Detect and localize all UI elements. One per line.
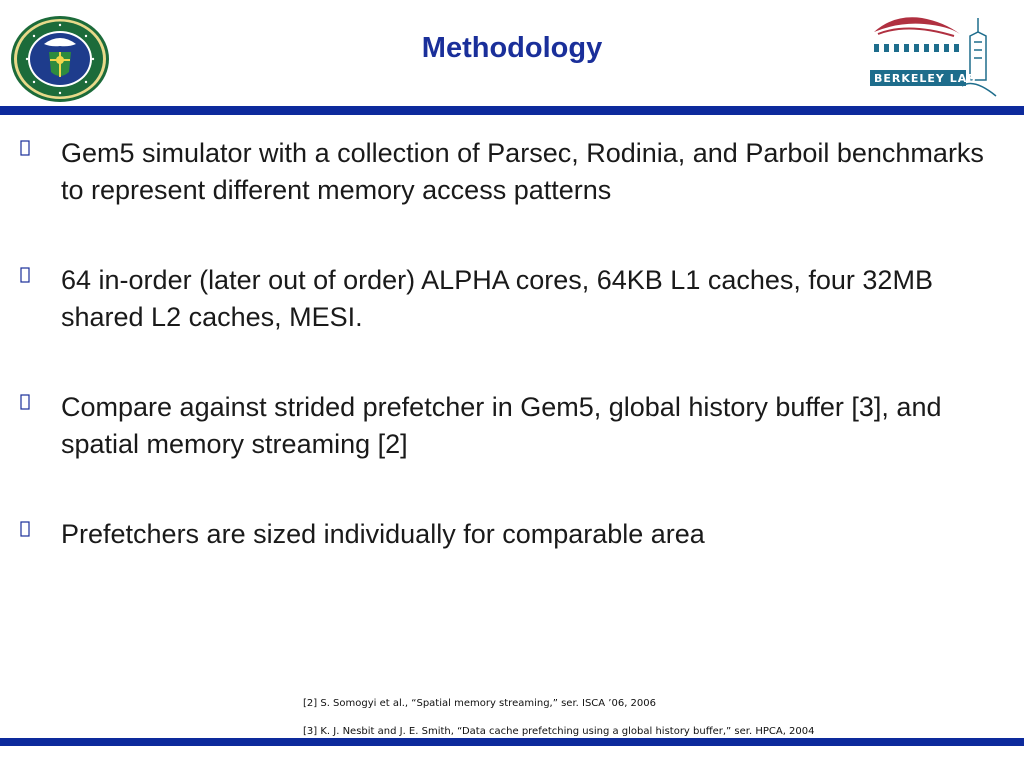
bullet-marker-icon xyxy=(20,394,31,411)
footer-divider-bar xyxy=(0,738,1024,746)
bullet-marker-icon xyxy=(20,521,31,538)
bullet-text: Prefetchers are sized individually for comparable area xyxy=(61,519,705,549)
bullet-text: 64 in-order (later out of order) ALPHA cores, 64KB L1 caches, four 32MB shared L2 caches, MESI. xyxy=(61,265,933,332)
bullet-text: Compare against strided prefetcher in Gem5, global history buffer [3], and spatial memory streaming [2] xyxy=(61,392,942,459)
slide-title: Methodology xyxy=(421,32,603,64)
bullet-marker-icon xyxy=(20,267,31,284)
reference-item: [3] K. J. Nesbit and J. E. Smith, “Data cache prefetching using a global history buffer,” ser. HPCA, 2004 xyxy=(303,726,815,737)
reference-item: [2] S. Somogyi et al., “Spatial memory streaming,” ser. ISCA ’06, 2006 xyxy=(303,698,657,709)
bullet-text: Gem5 simulator with a collection of Parsec, Rodinia, and Parboil benchmarks to represent different memory access patterns xyxy=(61,138,984,205)
bullet-marker-icon xyxy=(20,140,31,157)
logo-text: BERKELEY LAB xyxy=(874,72,977,85)
